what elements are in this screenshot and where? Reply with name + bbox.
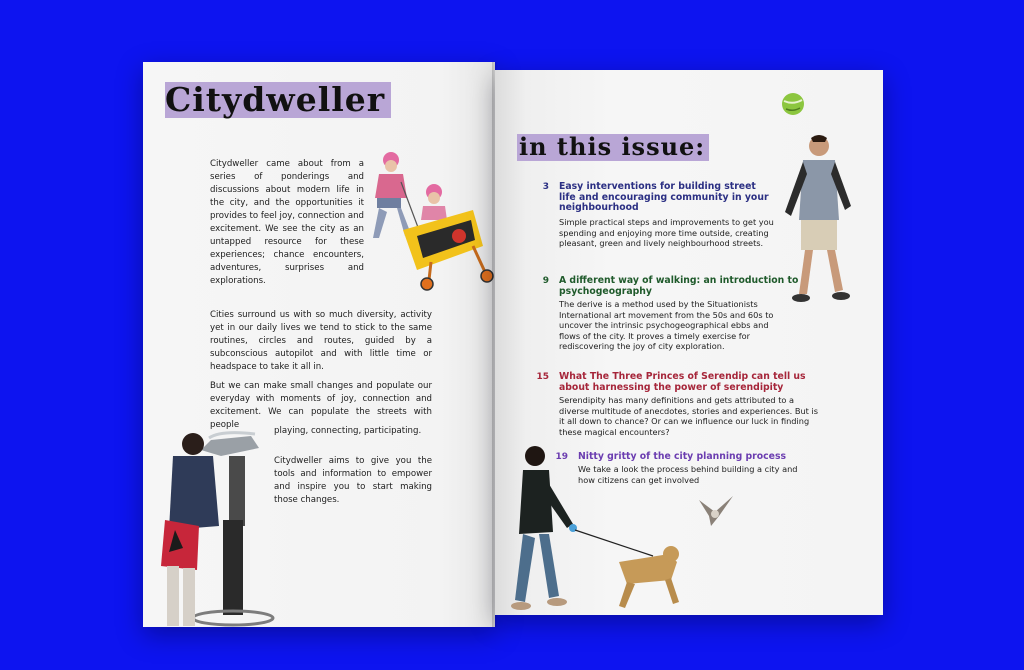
intro-paragraph-1: Citydweller came about from a series of ponderings and discussions about modern life in the city, and the opportunities it provides to feel joy, connection and excitement. We see the city as an untapped resource for these experiences; chance encounters, adventures, surprises and explorations. <box>210 159 365 286</box>
contents-page-number: 19 <box>555 452 568 462</box>
contents-description: The derive is a method used by the Situationists International art movement from the 50s and 60s to uncover the intrinsic psychogeographical ebbs and flows of the city. It proves a timely exercise for rediscovering the joy of city exploration. <box>559 299 774 351</box>
magazine-title: Citydweller <box>165 82 391 118</box>
woman-binoculars-photo <box>151 430 276 627</box>
contents-description: Serendipity has many definitions and gets attributed to a diverse multitude of anecdotes, stories and experiences. But is it all down to chance? Or can we influence our luck in finding these magical encounters? <box>559 395 818 437</box>
contents-page-number: 3 <box>542 182 549 192</box>
contents-title: in this issue: <box>517 134 709 161</box>
intro-paragraph-4: Citydweller aims to give you the tools and information to empower and inspire you to start making those changes. <box>274 456 432 505</box>
contents-heading: Nitty gritty of the city planning process <box>578 451 787 462</box>
contents-description: Simple practical steps and improvements to get you spending and enjoying more time outside, creating pleasant, green and lively neighbourhood streets. <box>559 217 774 248</box>
man-playing-photo <box>779 134 859 312</box>
contents-item-15 <box>535 371 818 446</box>
intro-paragraph-3-continued: playing, connecting, participating. <box>274 426 422 436</box>
bird-photo <box>697 494 737 528</box>
contents-item-9 <box>535 276 805 360</box>
left-page <box>143 62 495 627</box>
contents-heading: What The Three Princes of Serendip can tell us about harnessing the power of serendipity <box>559 371 806 393</box>
right-page <box>495 70 883 615</box>
contents-heading: A different way of walking: an introduction to psychogeography <box>559 275 799 297</box>
contents-page-number: 9 <box>542 276 549 286</box>
contents-page-number: 15 <box>536 372 549 382</box>
contents-description: We take a look the process behind building a city and how citizens can get involved <box>578 464 798 485</box>
contents-heading: Easy interventions for building street life and encouraging community in your neighbourhood <box>559 181 769 213</box>
contents-item-3 <box>535 182 805 262</box>
ball-photo <box>781 92 805 116</box>
children-gokart-photo <box>361 150 496 310</box>
intro-paragraph-2: Cities surround us with so much diversity, activity yet in our daily lives we tend to stick to the same routines, circles and routes, guided by a subconscious autopilot and with little time or headspace to take it all in. <box>210 310 432 372</box>
intro-paragraph-3: But we can make small changes and populate our everyday with moments of joy, connection and excitement. We can populate the streets with people <box>210 381 432 430</box>
woman-walking-dog-photo <box>501 440 701 615</box>
